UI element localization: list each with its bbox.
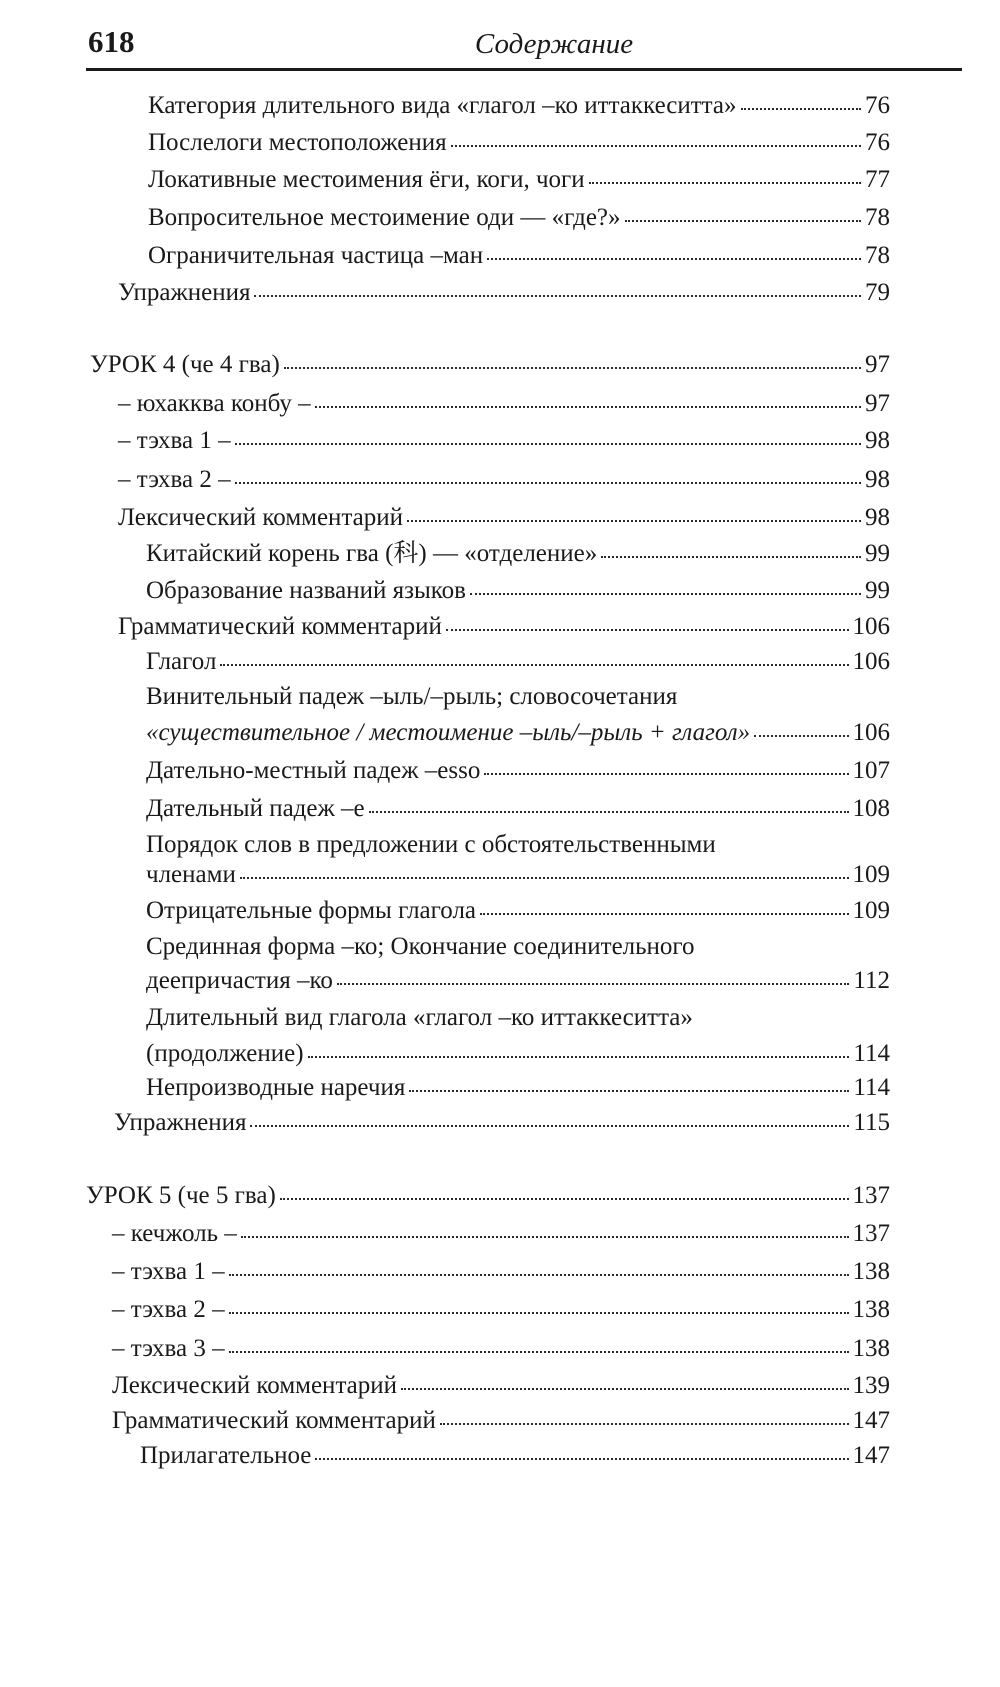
- toc-entry-title: – тэхва 2 –: [118, 466, 231, 493]
- dot-leader: [409, 1090, 849, 1092]
- toc-entry-page: 138: [852, 1335, 890, 1362]
- toc-entry: [148, 128, 890, 158]
- toc-entry-title: Послелоги местоположения: [148, 129, 447, 156]
- toc-entry-title: членами: [146, 861, 236, 888]
- toc-entry-page: 77: [865, 166, 890, 193]
- toc-entry-page: 109: [852, 861, 890, 888]
- toc-entry-page: 106: [852, 613, 890, 640]
- toc-entry-title: Грамматический комментарий: [112, 1407, 436, 1434]
- toc-entry: [118, 389, 890, 419]
- toc-entry-title: Отрицательные формы глагола: [146, 897, 477, 924]
- toc-entry-page: 112: [853, 967, 890, 994]
- toc-entry: [146, 966, 890, 996]
- dot-leader: [315, 406, 861, 408]
- toc-entry-title: Упражнения: [114, 1109, 247, 1136]
- toc-entry: [146, 647, 890, 677]
- toc-entry-title: УРОК 4 (че 4 гва): [90, 351, 280, 378]
- dot-leader: [487, 258, 861, 260]
- dot-leader: [407, 520, 861, 522]
- toc-entry: [148, 91, 890, 121]
- toc-entry: [118, 503, 890, 533]
- toc-entry: [112, 1257, 890, 1287]
- toc-entry-title: Ограничительная частица –ман: [148, 242, 484, 269]
- toc-entry: [114, 1108, 890, 1138]
- dot-leader: [220, 664, 848, 666]
- toc-entry-page: 108: [852, 795, 890, 822]
- dot-leader: [241, 1236, 849, 1238]
- toc-entry-title: – кечжоль –: [112, 1220, 237, 1247]
- dot-leader: [589, 182, 861, 184]
- page-number: 618: [88, 24, 135, 59]
- toc-entry-title: Категория длительного вида «глагол –ко иттаккеситта»: [148, 92, 737, 119]
- toc-entry: [146, 756, 890, 786]
- toc-entry-page: 147: [852, 1442, 890, 1469]
- dot-leader: [440, 1423, 849, 1425]
- dot-leader: [754, 735, 848, 737]
- toc-entry: [140, 1441, 890, 1471]
- dot-leader: [308, 1056, 850, 1058]
- toc-entry-page: 114: [853, 1040, 890, 1067]
- toc-entry-page: 98: [865, 427, 890, 454]
- toc-entry: [112, 1334, 890, 1364]
- toc-entry: [112, 1371, 890, 1401]
- dot-leader: [369, 811, 849, 813]
- toc-entry-title: Дательно-местный падеж –esso: [146, 757, 481, 784]
- toc-entry: [112, 1406, 890, 1436]
- toc-entry: [146, 794, 890, 824]
- toc-entry: [118, 612, 890, 642]
- toc-entry: [148, 165, 890, 195]
- toc-entry-title: Глагол: [146, 648, 217, 675]
- toc-entry-page: 99: [865, 577, 890, 604]
- toc-entry: [146, 539, 890, 569]
- dot-leader: [254, 295, 861, 297]
- toc-entry-title: деепричастия –ко: [146, 967, 333, 994]
- toc-entry-first-line: Порядок слов в предложении с обстоятельственными: [146, 831, 716, 858]
- toc-entry-title: – тэхва 1 –: [112, 1258, 225, 1285]
- dot-leader: [280, 1198, 849, 1200]
- running-title: Содержание: [474, 28, 634, 60]
- toc-entry: [118, 465, 890, 495]
- toc-entry-page: 138: [852, 1296, 890, 1323]
- dot-leader: [229, 1274, 849, 1276]
- toc-entry-page: 147: [852, 1407, 890, 1434]
- dot-leader: [337, 983, 850, 985]
- toc-entry: [148, 241, 890, 271]
- toc-entry-page: 76: [865, 92, 890, 119]
- dot-leader: [741, 108, 861, 110]
- dot-leader: [235, 443, 861, 445]
- toc-entry-page: 99: [865, 540, 890, 567]
- toc-entry-page: 107: [852, 757, 890, 784]
- toc-entry: [148, 203, 890, 233]
- toc-entry-first-line: Срединная форма –ко; Окончание соединительного: [146, 933, 695, 960]
- toc-entry-page: 98: [865, 504, 890, 531]
- dot-leader: [484, 773, 848, 775]
- dot-leader: [401, 1388, 848, 1390]
- toc-entry: [146, 718, 890, 748]
- dot-leader: [229, 1351, 849, 1353]
- toc-entry: [118, 426, 890, 456]
- toc-entry: [112, 1295, 890, 1325]
- toc-entry-page: 139: [852, 1372, 890, 1399]
- toc-entry-title: (продолжение): [146, 1040, 304, 1067]
- toc-entry-title: – тэхва 2 –: [112, 1296, 225, 1323]
- toc-entry: [146, 896, 890, 926]
- dot-leader: [315, 1458, 848, 1460]
- toc-entry-page: 114: [853, 1074, 890, 1101]
- toc-entry-page: 97: [865, 390, 890, 417]
- toc-entry-lesson: [90, 350, 890, 380]
- toc-entry-title: Образование названий языков: [146, 577, 466, 604]
- toc-entry-page: 78: [865, 204, 890, 231]
- toc-entry-title: Китайский корень гва (科) — «отделение»: [146, 540, 598, 567]
- toc-entry: [146, 1073, 890, 1103]
- toc-entry-title: Непроизводные наречия: [146, 1074, 406, 1101]
- toc-entry-page: 138: [852, 1258, 890, 1285]
- toc-entry-first-line: Винительный падеж –ыль/–рыль; словосочетания: [146, 683, 678, 710]
- toc-entry-title: Вопросительное местоимение оди — «где?»: [148, 204, 621, 231]
- toc-entry-title: Лексический комментарий: [118, 504, 404, 531]
- toc-entry-title: – тэхва 1 –: [118, 427, 231, 454]
- toc-entry-first-line: Длительный вид глагола «глагол –ко иттаккеситта»: [146, 1004, 693, 1031]
- toc-entry-page: 106: [852, 719, 890, 746]
- toc-entry-lesson: [86, 1181, 890, 1211]
- dot-leader: [240, 877, 849, 879]
- toc-entry: [146, 576, 890, 606]
- dot-leader: [625, 220, 861, 222]
- toc-entry-page: 106: [852, 648, 890, 675]
- toc-entry-page: 79: [865, 279, 890, 306]
- dot-leader: [601, 556, 861, 558]
- dot-leader: [229, 1312, 849, 1314]
- toc-entry-title: Упражнения: [118, 279, 251, 306]
- dot-leader: [480, 913, 848, 915]
- toc-entry-page: 97: [865, 351, 890, 378]
- dot-leader: [451, 145, 861, 147]
- toc-entry-page: 98: [865, 466, 890, 493]
- toc-entry-title: Прилагательное: [140, 1442, 312, 1469]
- toc-entry-title: УРОК 5 (че 5 гва): [86, 1182, 276, 1209]
- toc-entry: [146, 860, 890, 890]
- toc-entry: [112, 1219, 890, 1249]
- toc-entry-page: 78: [865, 242, 890, 269]
- toc-entry-page: 137: [852, 1220, 890, 1247]
- toc-entry-title: Грамматический комментарий: [118, 613, 442, 640]
- toc-entry-title: Локативные местоимения ёги, коги, чоги: [148, 166, 585, 193]
- toc-entry-page: 137: [852, 1182, 890, 1209]
- toc-entry: [118, 278, 890, 308]
- dot-leader: [250, 1125, 849, 1127]
- toc-entry: [146, 1039, 890, 1069]
- toc-entry-title: – юхакква конбу –: [118, 390, 311, 417]
- dot-leader: [235, 482, 861, 484]
- toc-entry-title: – тэхва 3 –: [112, 1335, 225, 1362]
- dot-leader: [470, 593, 861, 595]
- dot-leader: [446, 629, 849, 631]
- dot-leader: [284, 367, 861, 369]
- toc-entry-title: «существительное / местоимение –ыль/–рыль + глагол»: [146, 719, 751, 746]
- toc-entry-page: 115: [853, 1109, 890, 1136]
- toc-entry-page: 76: [865, 129, 890, 156]
- toc-entry-title: Лексический комментарий: [112, 1372, 398, 1399]
- toc-entry-title: Дательный падеж –e: [146, 795, 365, 822]
- toc-entry-page: 109: [852, 897, 890, 924]
